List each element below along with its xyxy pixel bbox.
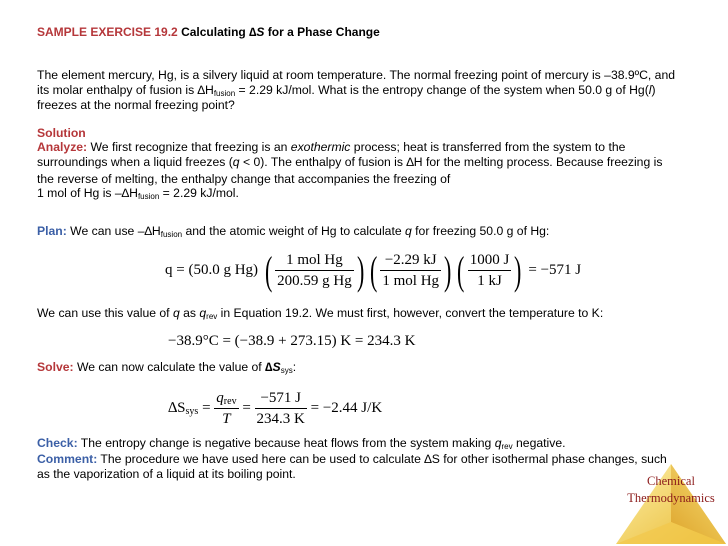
plan-text: for freezing 50.0 g of Hg: <box>411 224 550 238</box>
q-symbol: q <box>232 155 240 169</box>
qrev-line <box>37 306 687 321</box>
problem-line-1: The element mercury, Hg, is a silvery liquid at room temperature. The normal freezing point of mercury is –38.9ºC, and <box>37 68 676 82</box>
fraction-molar-mass: $\frac{\text{1 mol Hg}}{\text{200.59 g Hg}}$ <box>277 252 352 289</box>
analyze-text: We first recognize that freezing is an <box>87 140 291 154</box>
exothermic-term: exothermic <box>290 140 351 154</box>
rev-subscript: rev <box>501 442 513 451</box>
check-line <box>37 436 687 451</box>
equation-result: = −2.44 J/K <box>306 400 383 416</box>
delta-h: ∆H <box>197 83 214 97</box>
analyze-text: process; heat is transferred from the system to the <box>350 140 626 154</box>
problem-text: its molar enthalpy of fusion is <box>37 83 198 97</box>
fraction-unit-conversion: $\frac{1000 J}{1 kJ}$ <box>469 252 510 289</box>
logo-line-2: Thermodynamics <box>627 491 715 505</box>
comment-label: Comment: <box>37 452 98 466</box>
analyze-text: 1 mol of Hg is –∆H <box>37 186 138 200</box>
rev-subscript: rev <box>206 312 218 321</box>
use-text: We can use this value of <box>37 306 173 320</box>
solve-line <box>37 360 687 375</box>
fraction-values: $\frac{-571 J}{234.3 K}$ <box>256 390 305 427</box>
plan-line <box>37 224 687 239</box>
equation-lhs: $\Delta S_{sys}$ <box>168 400 199 417</box>
liquid-state: l <box>648 83 652 97</box>
analyze-line-4 <box>37 186 687 201</box>
title-prefix: Calculating <box>181 25 250 39</box>
logo-line-1: Chemical <box>647 474 695 488</box>
fusion-subscript: fusion <box>213 89 236 98</box>
plan-text: We can use –∆H <box>66 224 161 238</box>
solve-text: We can now calculate the value of <box>73 360 266 374</box>
delta-s: ∆S <box>265 360 281 374</box>
equation-result: = −571 J <box>528 262 582 278</box>
plan-text: and the atomic weight of Hg to calculate <box>182 224 405 238</box>
analyze-line-3: the reverse of melting, the enthalpy change that accompanies the freezing of <box>37 172 451 186</box>
exercise-label: SAMPLE EXERCISE 19.2 <box>37 25 178 39</box>
fraction-qrev-over-t: $\frac{q_{rev}}{T}$ <box>216 390 237 427</box>
equation-q: q = (50.0 g Hg) ( $\frac{\text{1 mol Hg}}{\text{200.59 g Hg}}$ ) ( $\frac{-2.29 kJ}{\text{1 mol Hg}}$ ) ( $\frac{1000 J}{1 kJ}$ ) = −571 J <box>165 247 582 293</box>
exercise-title <box>37 25 687 40</box>
problem-line-3: freezes at the normal freezing point? <box>37 98 235 112</box>
title-suffix: for a Phase Change <box>264 25 380 39</box>
analyze-text: < 0). The enthalpy of fusion is ∆H for the melting process. Because freezing is <box>239 155 663 169</box>
q-symbol: q <box>172 306 180 320</box>
fusion-subscript: fusion <box>137 192 160 201</box>
analyze-text: surroundings when a liquid freezes ( <box>37 155 233 169</box>
equation-temperature: −38.9°C = (−38.9 + 273.15) K = 234.3 K <box>168 333 416 349</box>
solve-label: Solve: <box>37 360 74 374</box>
comment-line-1 <box>37 452 687 467</box>
comment-text: The procedure we have used here can be used to calculate ∆S for other isothermal phase changes, such <box>97 452 667 466</box>
title-symbol: ∆S <box>249 25 265 39</box>
solution-heading: Solution <box>37 126 86 140</box>
use-text: in Equation 19.2. We must first, however, convert the temperature to K: <box>217 306 604 320</box>
q-symbol: q <box>405 224 412 238</box>
plan-label: Plan: <box>37 224 67 238</box>
problem-text: = 2.29 kJ/mol. What is the entropy change of the system when 50.0 g of Hg( <box>235 83 649 97</box>
analyze-text: = 2.29 kJ/mol. <box>159 186 239 200</box>
check-text: negative. <box>512 436 566 450</box>
analyze-line-2 <box>37 155 687 170</box>
q-symbol: q <box>199 306 207 320</box>
fusion-subscript: fusion <box>160 230 183 239</box>
use-text: as <box>179 306 200 320</box>
q-symbol: q <box>494 436 502 450</box>
problem-text: ) <box>651 83 656 97</box>
sys-subscript: sys <box>280 366 293 375</box>
analyze-line-1 <box>37 140 687 155</box>
analyze-label: Analyze: <box>37 140 88 154</box>
check-label: Check: <box>37 436 78 450</box>
equation-entropy: $\Delta S_{sys}$ = $\frac{q_{rev}}{T}$ = $\frac{-571 J}{234.3 K}$ = −2.44 J/K <box>168 390 383 427</box>
problem-line-2 <box>37 83 687 98</box>
fraction-enthalpy: $\frac{-2.29 kJ}{\text{1 mol Hg}}$ <box>382 252 440 289</box>
check-text: The entropy change is negative because heat flows from the system making <box>77 436 495 450</box>
solve-text: : <box>292 360 297 374</box>
comment-line-2: as the vaporization of a liquid at its boiling point. <box>37 467 296 481</box>
equation-lhs: q = (50.0 g Hg) <box>165 262 259 278</box>
